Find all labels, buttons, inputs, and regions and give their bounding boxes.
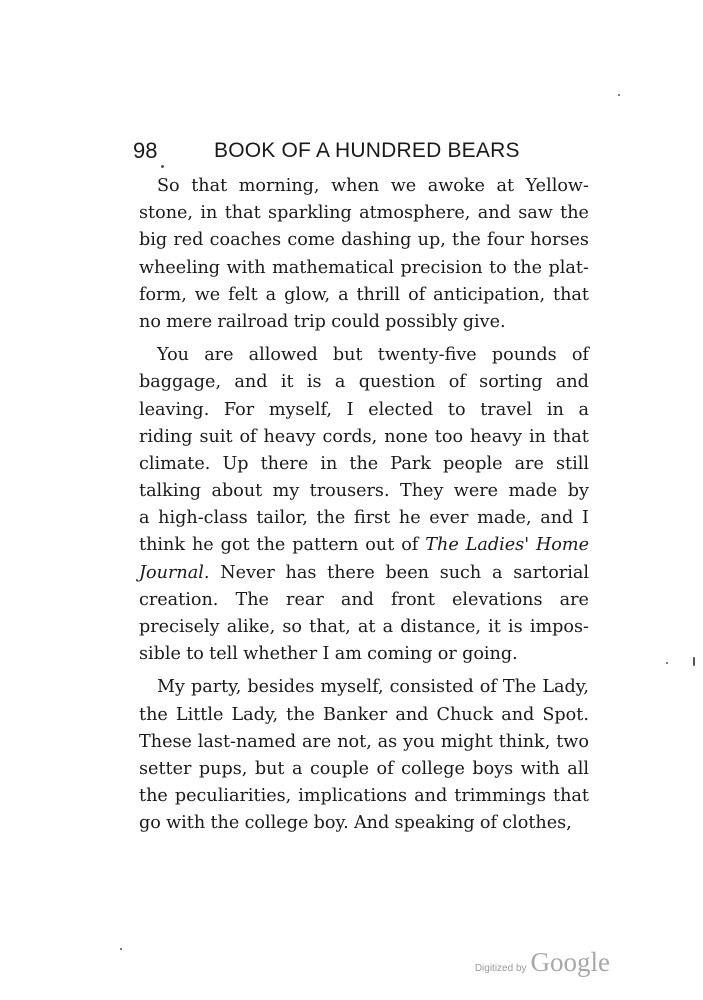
text-line: sible to tell whether I am coming or going.: [139, 644, 518, 665]
text-line: the peculiarities, implications and trimmings that: [139, 786, 589, 807]
text-line: You are allowed but twenty-five pounds of: [157, 345, 589, 366]
text-line: setter pups, but a couple of college boys with all: [139, 758, 589, 779]
body-text: [139, 173, 589, 844]
digitized-watermark: [475, 947, 610, 978]
text-line: Journal. Never has there been such a sartorial: [139, 562, 589, 583]
text-line: creation. The rear and front elevations are: [139, 589, 589, 610]
text-line: a high-class tailor, the first he ever made, and I: [139, 508, 589, 529]
text-line: big red coaches come dashing up, the four horses: [139, 230, 589, 251]
google-logo: Google: [530, 947, 610, 977]
text-line: leaving. For myself, I elected to travel in a: [139, 399, 589, 420]
paragraph: [139, 674, 589, 837]
text-line: think he got the pattern out of The Ladies' Home: [139, 535, 589, 556]
text-line: stone, in that sparkling atmosphere, and saw the: [139, 203, 589, 224]
text-line: the Little Lady, the Banker and Chuck and Spot.: [139, 704, 589, 725]
paragraph: [139, 342, 589, 668]
text-line: wheeling with mathematical precision to the plat-: [139, 257, 589, 278]
scan-speck: [161, 165, 164, 168]
scan-speck: [693, 657, 695, 666]
text-line: So that morning, when we awoke at Yellow-: [157, 176, 589, 196]
text-line: climate. Up there in the Park people are still: [139, 453, 589, 474]
text-line: riding suit of heavy cords, none too heavy in that: [139, 426, 589, 447]
text-line: go with the college boy. And speaking of clothes,: [139, 813, 572, 834]
running-title: BOOK OF A HUNDRED BEARS: [214, 139, 520, 162]
text-line: precisely alike, so that, at a distance, it is impos-: [139, 617, 589, 637]
page-number: 98: [133, 138, 158, 163]
text-line: no mere railroad trip could possibly give.: [139, 311, 506, 332]
text-line: These last-named are not, as you might think, two: [139, 731, 589, 752]
text-line: form, we felt a glow, a thrill of anticipation, that: [139, 284, 589, 305]
text-line: baggage, and it is a question of sorting and: [139, 372, 589, 393]
paragraph: [139, 173, 589, 336]
text-line: talking about my trousers. They were made by: [139, 481, 589, 502]
scan-speck: [618, 94, 620, 96]
watermark-prefix: Digitized by: [474, 963, 527, 974]
scan-speck: [120, 948, 122, 950]
scan-speck: [666, 662, 668, 664]
page-header: [133, 136, 589, 166]
text-line: My party, besides myself, consisted of The Lady,: [157, 677, 589, 698]
